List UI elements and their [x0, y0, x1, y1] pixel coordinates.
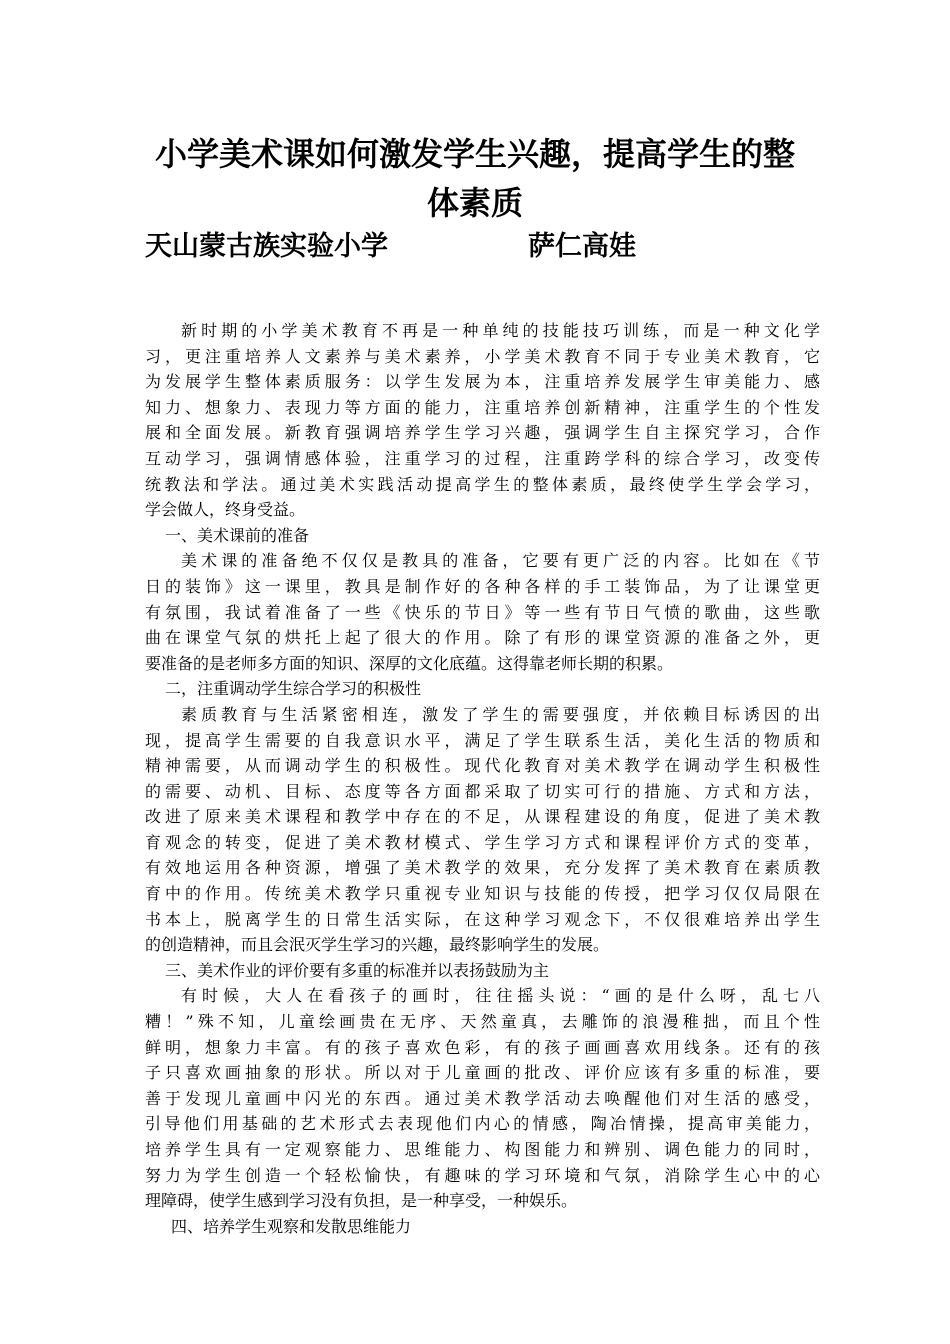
section-heading-3: 三、美术作业的评价要有多重的标准并以表扬鼓励为主 — [165, 960, 550, 980]
paragraph-line: 努力为学生创造一个轻松愉快，有趣味的学习环境和气氛，消除学生心中的心 — [145, 1165, 820, 1185]
paragraph-line: 学会做人，终身受益。 — [145, 500, 306, 520]
paragraph-line: 引导他们用基础的艺术形式去表现他们内心的情感，陶冶情操，提高审美能力， — [145, 1114, 820, 1134]
paragraph-line: 改进了原来美术课程和教学中存在的不足，从课程建设的角度，促进了美术教 — [145, 807, 820, 827]
section-1-paragraph — [145, 548, 820, 676]
paragraph-line: 育观念的转变，促进了美术教材模式、学生学习方式和课程评价方式的变革， — [145, 832, 820, 852]
paragraph-line: 的创造精神，而且会泯灭学生学习的兴趣，最终影响学生的发展。 — [145, 935, 610, 955]
paragraph-line: 培养学生具有一定观察能力、思维能力、构图能力和辨别、调色能力的同时， — [145, 1140, 820, 1159]
section-2-paragraph — [145, 702, 820, 958]
document-body — [145, 318, 820, 1239]
section-heading-4: 四、培养学生观察和发散思维能力 — [171, 1216, 412, 1236]
paragraph-line: 素质教育与生活紧密相连，激发了学生的需要强度，并依赖目标诱因的出 — [181, 704, 820, 724]
paragraph-line: 育中的作用。传统美术教学只重视专业知识与技能的传授，把学习仅仅局限在 — [145, 884, 820, 904]
paragraph-line: 精神需要，从而调动学生的积极性。现代化教育对美术教学在调动学生积极性 — [145, 756, 820, 776]
section-3-paragraph — [145, 983, 820, 1213]
paragraph-line: 糟！”殊不知，儿童绘画贵在无序、天然童真，去雕饰的浪漫稚拙，而且个性 — [145, 1012, 820, 1032]
paragraph-line: 美术课的准备绝不仅仅是教具的准备，它要有更广泛的内容。比如在《节 — [181, 551, 820, 571]
paragraph-line: 的需要、动机、目标、态度等各方面都采取了切实可行的措施、方式和方法， — [145, 781, 820, 801]
paragraph-line: 知力、想象力、表现力等方面的能力，注重培养创新精神，注重学生的个性发 — [145, 397, 820, 417]
paragraph-line: 鲜明，想象力丰富。有的孩子喜欢色彩，有的孩子画画喜欢用线条。还有的孩 — [145, 1037, 820, 1057]
paragraph-line: 子只喜欢画抽象的形状。所以对于儿童画的批改、评价应该有多重的标准，要 — [145, 1063, 820, 1083]
paragraph-line: 有效地运用各种资源，增强了美术教学的效果，充分发挥了美术教育在素质教 — [145, 858, 820, 878]
paragraph-line: 统教法和学法。通过美术实践活动提高学生的整体素质，最终使学生学会学习， — [145, 474, 820, 494]
school-name: 天山蒙古族实验小学 — [145, 231, 388, 262]
section-heading-1: 一、美术课前的准备 — [165, 525, 310, 545]
paragraph-line: 理障碍，使学生感到学习没有负担，是一种享受，一种娱乐。 — [145, 1191, 578, 1211]
paragraph-line: 日的装饰》这一课里，教具是制作好的各种各样的手工装饰品，为了让课堂更 — [145, 576, 820, 596]
paragraph-line: 善于发现儿童画中闪光的东西。通过美术教学活动去唤醒他们对生活的感受， — [145, 1088, 820, 1108]
section-heading-2: 二，注重调动学生综合学习的积极性 — [165, 679, 422, 699]
paragraph-line: 展和全面发展。新教育强调培养学生学习兴趣，强调学生自主探究学习，合作 — [145, 423, 820, 443]
paragraph-line: 现，提高学生需要的自我意识水平，满足了学生联系生活，美化生活的物质和 — [145, 730, 820, 750]
title-line-1: 小学美术课如何激发学生兴趣，提高学生的整 — [154, 135, 795, 173]
paragraph-line: 为发展学生整体素质服务：以学生发展为本，注重培养发展学生审美能力、感 — [145, 372, 820, 392]
paragraph-line: 曲在课堂气氛的烘托上起了很大的作用。除了有形的课堂资源的准备之外，更 — [145, 628, 820, 648]
paragraph-line: 互动学习，强调情感体验，注重学习的过程，注重跨学科的综合学习，改变传 — [145, 448, 820, 468]
paragraph-line: 书本上，脱离学生的日常生活实际，在这种学习观念下，不仅很难培养出学生 — [145, 909, 820, 929]
paragraph-line: 要准备的是老师多方面的知识、深厚的文化底蕴。这得靠老师长期的积累。 — [145, 653, 674, 673]
paragraph-line: 习，更注重培养人文素养与美术素养，小学美术教育不同于专业美术教育，它 — [145, 346, 820, 366]
paragraph-line: 新时期的小学美术教育不再是一种单纯的技能技巧训练，而是一种文化学 — [181, 321, 820, 340]
paragraph-line: 有氛围，我试着准备了一些《快乐的节日》等一些有节日气愤的歌曲，这些歌 — [145, 602, 820, 622]
intro-paragraph — [145, 318, 820, 523]
author-name: 萨仁高娃 — [528, 231, 636, 262]
title-line-2: 体素质 — [426, 184, 523, 222]
paragraph-line: 有时候，大人在看孩子的画时，往往摇头说：“画的是什么呀，乱七八 — [181, 986, 820, 1006]
